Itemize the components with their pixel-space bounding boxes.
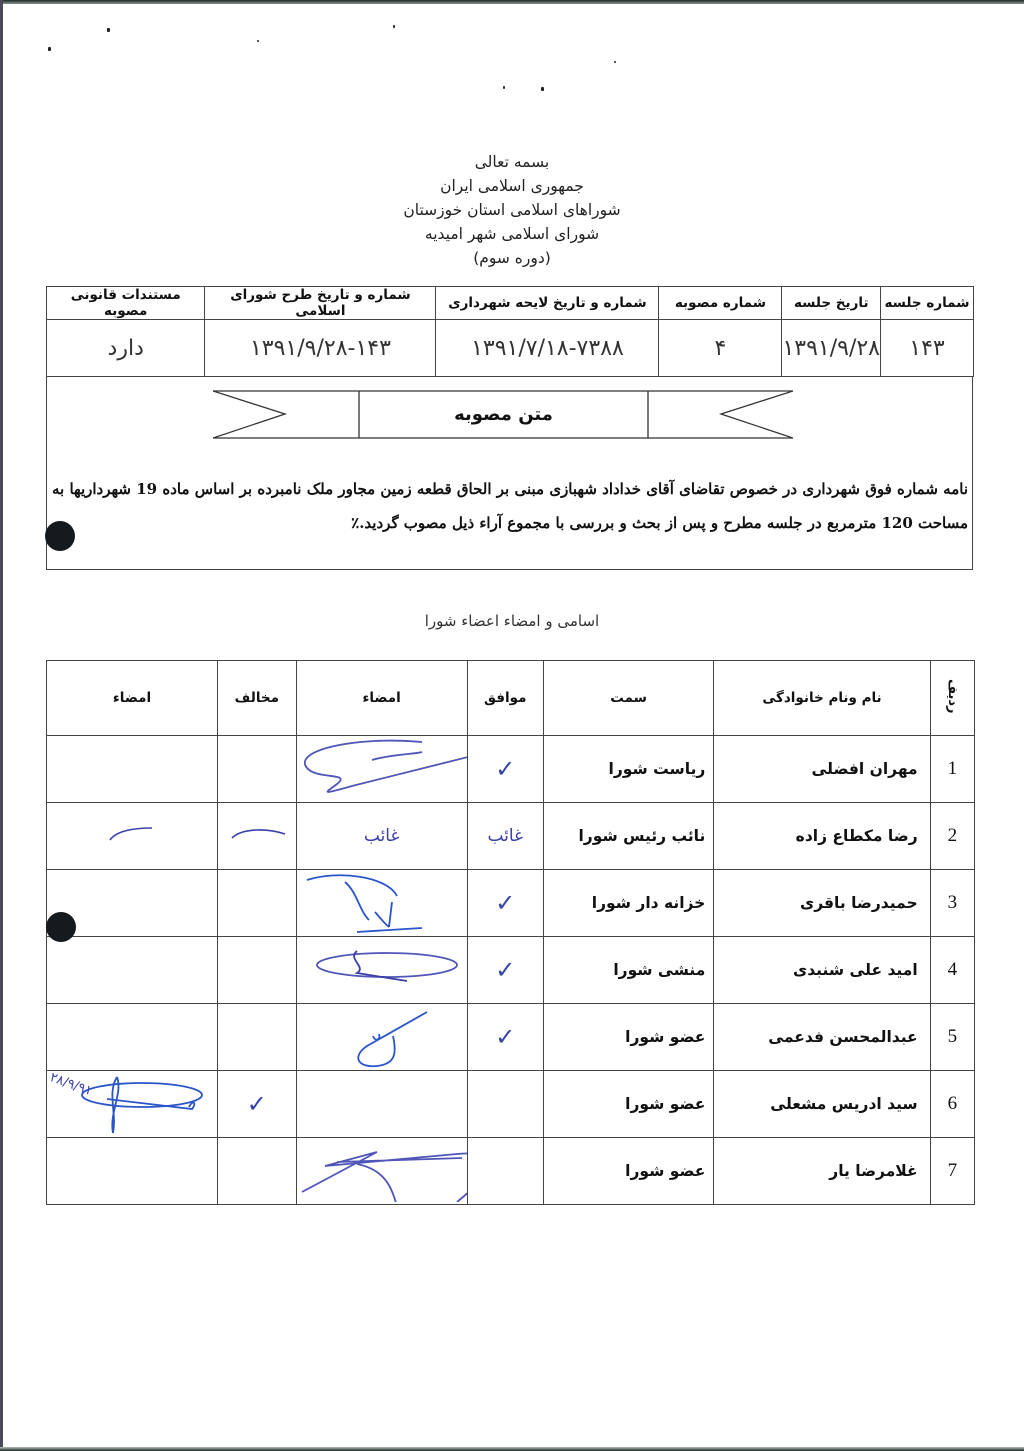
member-signature <box>296 1004 467 1071</box>
members-header-role: سمت <box>543 661 713 736</box>
member-signature <box>296 870 467 937</box>
members-table <box>46 660 975 1205</box>
resolution-body-text: نامه شماره فوق شهرداری در خصوص تقاضای آقای خداداد شهبازی مبنی بر الحاق قطعه زمین مجاور ملک نامبرده بر اساس ماده 19 شهرداریها به مساحت 120 مترمربع در جلسه مطرح و پس از بحث و بررسی با مجموع آراء ذیل مصوب گردید.٪ <box>52 480 969 532</box>
member-index: 5 <box>930 1004 974 1071</box>
member-agree-mark <box>467 1138 543 1205</box>
members-header-signature: امضاء <box>296 661 467 736</box>
member-signature-2 <box>47 1004 218 1071</box>
meta-header-resolution-number: شماره مصوبه <box>659 287 782 320</box>
member-signature-2 <box>47 1071 218 1138</box>
member-row <box>47 1071 975 1138</box>
member-role: عضو شورا <box>543 1004 713 1071</box>
members-header-signature-2: امضاء <box>47 661 218 736</box>
member-role: عضو شورا <box>543 1071 713 1138</box>
member-name: غلامرضا یار <box>714 1138 930 1205</box>
handwritten-dash <box>227 824 287 844</box>
meta-header-council-plan: شماره و تاریخ طرح شورای اسلامی <box>205 287 436 320</box>
member-index: 4 <box>930 937 974 1004</box>
member-oppose-mark <box>218 937 297 1004</box>
scan-speck <box>257 40 259 42</box>
member-name: رضا مکطاع زاده <box>714 803 930 870</box>
member-signature-2 <box>47 937 218 1004</box>
handwritten-dash <box>107 824 157 844</box>
document-header <box>0 150 1024 270</box>
member-oppose-mark <box>218 870 297 937</box>
scan-edge-top <box>0 0 1024 4</box>
members-header-agree: موافق <box>467 661 543 736</box>
member-role: نائب رئیس شورا <box>543 803 713 870</box>
member-agree-mark <box>467 1071 543 1138</box>
member-row <box>47 736 975 803</box>
meta-municipality-bill: ۱۳۹۱/۷/۱۸-۷۳۸۸ <box>436 320 659 377</box>
signature-scribble <box>297 1006 467 1068</box>
index-header-label: ردیف <box>944 678 960 714</box>
member-row <box>47 870 975 937</box>
scan-speck <box>107 28 110 32</box>
member-index: 2 <box>930 803 974 870</box>
signature-scribble <box>297 872 467 934</box>
member-role: خزانه دار شورا <box>543 870 713 937</box>
member-oppose-mark: ✓ <box>218 1071 297 1138</box>
punch-hole <box>45 521 75 551</box>
header-term: (دوره سوم) <box>473 249 551 267</box>
member-agree-mark: ✓ <box>467 937 543 1004</box>
member-name: مهران افضلی <box>714 736 930 803</box>
member-signature-2 <box>47 803 218 870</box>
resolution-title: متن مصوبه <box>454 404 553 425</box>
meta-council-plan: ۱۳۹۱/۹/۲۸-۱۴۳ <box>205 320 436 377</box>
member-name: عبدالمحسن فدعمی <box>714 1004 930 1071</box>
member-signature: غائب <box>296 803 467 870</box>
meta-header-row <box>47 287 974 320</box>
member-oppose-mark <box>218 1138 297 1205</box>
member-row <box>47 803 975 870</box>
member-agree-mark: غائب <box>467 803 543 870</box>
member-signature <box>296 937 467 1004</box>
meta-legal-basis: دارد <box>47 320 205 377</box>
header-province-councils: شوراهای اسلامی استان خوزستان <box>403 201 621 219</box>
member-index: 6 <box>930 1071 974 1138</box>
member-signature <box>296 736 467 803</box>
members-section-title: اسامی و امضاء اعضاء شورا <box>424 612 600 630</box>
scan-speck <box>48 47 51 51</box>
scan-speck <box>503 86 505 89</box>
scan-speck <box>393 25 395 28</box>
signature-date: ۲۸/۹/۹۱ <box>47 1069 94 1100</box>
punch-hole <box>46 912 76 942</box>
member-agree-mark: ✓ <box>467 1004 543 1071</box>
member-index: 7 <box>930 1138 974 1205</box>
member-row <box>47 1004 975 1071</box>
meta-value-row <box>47 320 974 377</box>
resolution-title-banner <box>213 390 793 439</box>
resolution-meta-table <box>46 286 974 377</box>
member-name: حمیدرضا باقری <box>714 870 930 937</box>
member-oppose-mark <box>218 736 297 803</box>
member-role: منشی شورا <box>543 937 713 1004</box>
member-signature <box>296 1138 467 1205</box>
scan-edge-bottom <box>0 1447 1024 1451</box>
header-bismillah: بسمه تعالی <box>474 153 550 171</box>
members-header-index <box>930 661 974 736</box>
member-role: عضو شورا <box>543 1138 713 1205</box>
scan-speck <box>541 87 544 91</box>
meta-header-legal-basis: مستندات قانونی مصوبه <box>47 287 205 320</box>
meta-session-number: ۱۴۳ <box>881 320 974 377</box>
member-signature-2 <box>47 736 218 803</box>
meta-header-session-date: تاریخ جلسه <box>782 287 881 320</box>
meta-session-date: ۱۳۹۱/۹/۲۸ <box>782 320 881 377</box>
member-index: 3 <box>930 870 974 937</box>
member-index: 1 <box>930 736 974 803</box>
member-name: سید ادریس مشعلی <box>714 1071 930 1138</box>
member-agree-mark: ✓ <box>467 736 543 803</box>
members-header-name: نام ونام خانوادگی <box>714 661 930 736</box>
member-row <box>47 937 975 1004</box>
header-city-council: شورای اسلامی شهر امیدیه <box>424 225 600 243</box>
member-oppose-mark <box>218 803 297 870</box>
meta-header-session-number: شماره جلسه <box>881 287 974 320</box>
signature-scribble <box>297 1140 467 1202</box>
member-role: ریاست شورا <box>543 736 713 803</box>
meta-resolution-number: ۴ <box>659 320 782 377</box>
member-agree-mark: ✓ <box>467 870 543 937</box>
signature-scribble <box>297 939 467 1001</box>
member-signature <box>296 1071 467 1138</box>
member-name: امید علی شنبدی <box>714 937 930 1004</box>
header-country: جمهوری اسلامی ایران <box>440 177 584 195</box>
scan-speck <box>614 61 616 63</box>
member-signature-2 <box>47 1138 218 1205</box>
member-row <box>47 1138 975 1205</box>
member-oppose-mark <box>218 1004 297 1071</box>
meta-header-municipality-bill: شماره و تاریخ لایحه شهرداری <box>436 287 659 320</box>
members-header-row <box>47 661 975 736</box>
members-header-oppose: مخالف <box>218 661 297 736</box>
signature-scribble <box>297 738 467 800</box>
